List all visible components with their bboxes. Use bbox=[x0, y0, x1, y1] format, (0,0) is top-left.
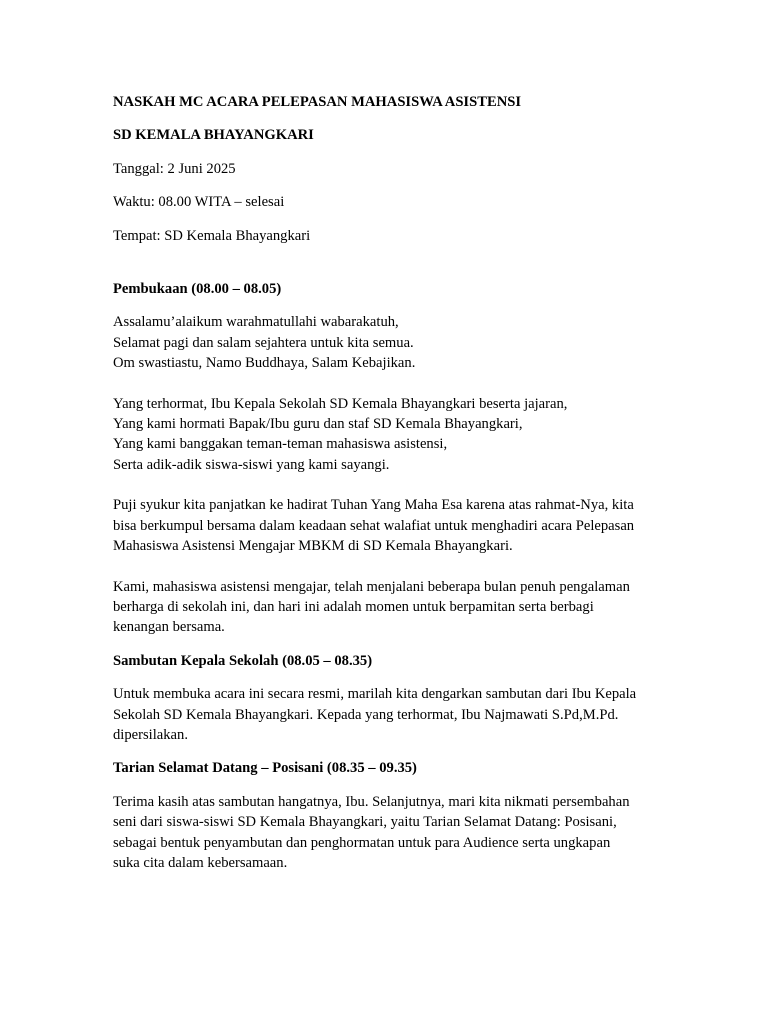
paragraph-line: dipersilakan. bbox=[113, 726, 188, 743]
document-page bbox=[113, 92, 673, 873]
paragraph-line: Untuk membuka acara ini secara resmi, marilah kita dengarkan sambutan dari Ibu Kepala bbox=[113, 686, 637, 703]
event-date: Tanggal: 2 Juni 2025 bbox=[113, 160, 236, 177]
paragraph-line: sebagai bentuk penyambutan dan penghormatan untuk para Audience serta ungkapan bbox=[113, 834, 611, 851]
section-heading-welcome-dance: Tarian Selamat Datang – Posisani (08.35 – 09.35) bbox=[113, 760, 417, 777]
paragraph-line: seni dari siswa-siswi SD Kemala Bhayangkari, yaitu Tarian Selamat Datang: Posisani, bbox=[113, 814, 617, 831]
paragraph-line: Yang kami banggakan teman-teman mahasiswa asistensi, bbox=[113, 436, 448, 453]
section-heading-principal-speech: Sambutan Kepala Sekolah (08.05 – 08.35) bbox=[113, 652, 373, 669]
paragraph-line: Serta adik-adik siswa-siswi yang kami sayangi. bbox=[113, 456, 390, 473]
welcome-dance-text bbox=[113, 792, 673, 874]
event-time: Waktu: 08.00 WITA – selesai bbox=[113, 194, 285, 211]
paragraph-line: berharga di sekolah ini, dan hari ini adalah momen untuk berpamitan serta berbagi bbox=[113, 598, 594, 615]
event-place: Tempat: SD Kemala Bhayangkari bbox=[113, 227, 311, 244]
paragraph-line: Selamat pagi dan salam sejahtera untuk kita semua. bbox=[113, 334, 414, 351]
paragraph-line: Kami, mahasiswa asistensi mengajar, telah menjalani beberapa bulan penuh pengalaman bbox=[113, 578, 630, 595]
opening-address bbox=[113, 394, 673, 476]
document-title: NASKAH MC ACARA PELEPASAN MAHASISWA ASISTENSI bbox=[113, 94, 522, 110]
document-subtitle: SD KEMALA BHAYANGKARI bbox=[113, 127, 314, 144]
opening-farewell bbox=[113, 577, 673, 638]
paragraph-line: bisa berkumpul bersama dalam keadaan sehat walafiat untuk menghadiri acara Pelepasan bbox=[113, 517, 635, 534]
paragraph-line: suka cita dalam kebersamaan. bbox=[113, 854, 288, 871]
opening-gratitude bbox=[113, 495, 673, 556]
opening-greeting bbox=[113, 312, 673, 373]
paragraph-line: Yang terhormat, Ibu Kepala Sekolah SD Kemala Bhayangkari beserta jajaran, bbox=[113, 395, 568, 412]
paragraph-line: Assalamu’alaikum warahmatullahi wabarakatuh, bbox=[113, 314, 399, 331]
paragraph-line: Puji syukur kita panjatkan ke hadirat Tuhan Yang Maha Esa karena atas rahmat-Nya, kita bbox=[113, 497, 634, 514]
paragraph-line: Sekolah SD Kemala Bhayangkari. Kepada yang terhormat, Ibu Najmawati S.Pd,M.Pd. bbox=[113, 706, 619, 723]
paragraph-line: kenangan bersama. bbox=[113, 619, 225, 636]
paragraph-line: Yang kami hormati Bapak/Ibu guru dan staf SD Kemala Bhayangkari, bbox=[113, 416, 523, 433]
section-heading-opening: Pembukaan (08.00 – 08.05) bbox=[113, 281, 282, 298]
paragraph-line: Terima kasih atas sambutan hangatnya, Ibu. Selanjutnya, mari kita nikmati persembahan bbox=[113, 793, 630, 810]
paragraph-line: Mahasiswa Asistensi Mengajar MBKM di SD Kemala Bhayangkari. bbox=[113, 538, 513, 555]
paragraph-line: Om swastiastu, Namo Buddhaya, Salam Kebajikan. bbox=[113, 355, 416, 372]
principal-speech-text bbox=[113, 684, 673, 745]
